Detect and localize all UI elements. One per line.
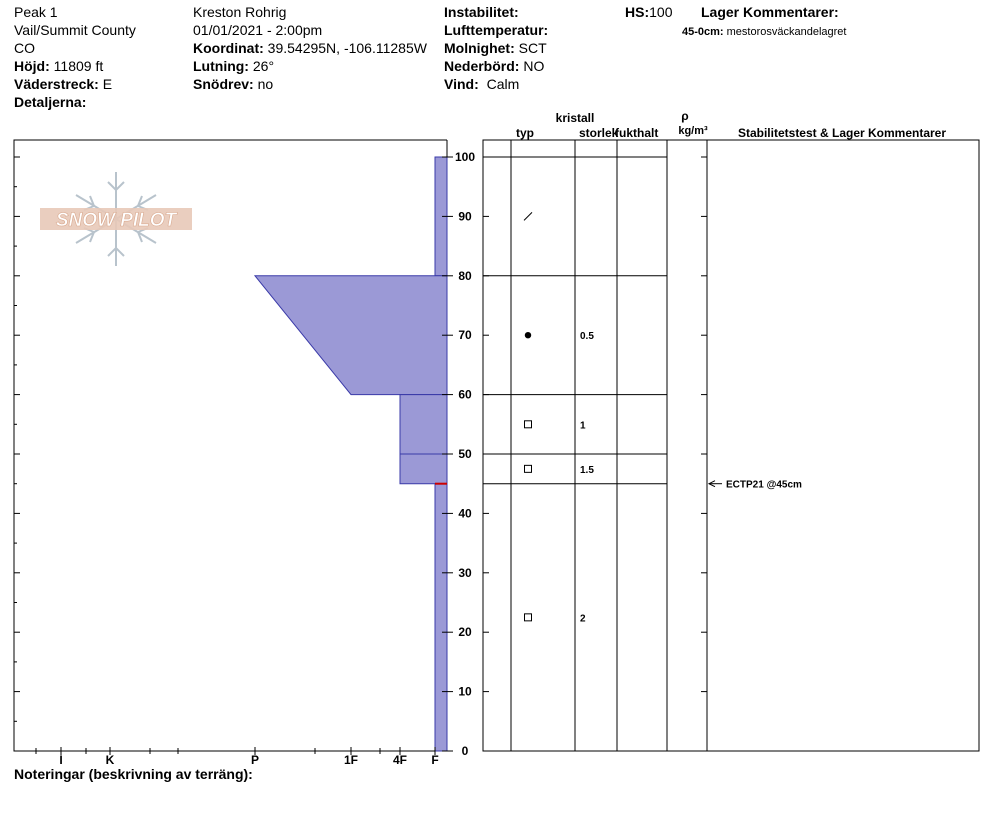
depth-tick-label: 0 — [461, 744, 469, 758]
layer-comments-label: Lager Kommentarer: — [701, 4, 839, 20]
col-size: storlek — [579, 126, 619, 140]
terrain-notes-label: Noteringar (beskrivning av terräng): — [14, 766, 253, 782]
hs-value: 100 — [649, 4, 673, 20]
hardness-tick-label: 1F — [343, 753, 359, 767]
col-density-unit: kg/m³ — [678, 125, 708, 137]
col-crystal: kristall — [555, 111, 595, 125]
snowpilot-logo — [40, 172, 192, 266]
depth-tick-label: 30 — [458, 565, 472, 580]
crystal-size-label: 2 — [580, 613, 586, 625]
observer-name: Kreston Rohrig — [193, 4, 287, 20]
depth-tick-label: 100 — [454, 150, 476, 164]
depth-tick-label: 80 — [458, 268, 472, 283]
wind-label: Vind: — [444, 76, 479, 92]
slope-label: Lutning: — [193, 58, 249, 74]
coordinates-value: 39.54295N, -106.11285W — [267, 40, 427, 56]
stability-test-label: ECTP21 @45cm — [726, 479, 802, 491]
layer-comment-depth: 45-0cm: — [682, 26, 724, 38]
details-label: Detaljerna: — [14, 94, 87, 110]
crystal-size-label: 1 — [580, 420, 586, 432]
region-name: Vail/Summit County — [14, 22, 136, 38]
faceted-crystal-icon — [525, 465, 532, 472]
state-name: CO — [14, 40, 35, 56]
depth-tick-label: 60 — [458, 387, 472, 402]
hardness-tick-label: P — [250, 753, 260, 767]
depth-tick-label: 90 — [458, 209, 472, 224]
air-temp-label: Lufttemperatur: — [444, 22, 549, 38]
precip-value: NO — [523, 58, 545, 74]
col-rho: ρ — [681, 109, 689, 123]
depth-tick-label: 40 — [458, 506, 472, 521]
hs-label: HS: — [625, 4, 650, 20]
location-name: Peak 1 — [14, 4, 58, 20]
col-moisture: fukthalt — [615, 126, 659, 140]
precip-label: Nederbörd: — [444, 58, 520, 74]
hardness-tick-label: I — [59, 753, 63, 767]
hardness-layer — [400, 395, 447, 484]
instability-label: Instabilitet: — [444, 4, 519, 20]
hardness-tick-label: F — [431, 753, 439, 767]
layer-table-frame — [483, 140, 979, 751]
graupel-icon — [525, 332, 531, 338]
layer-comment-text: mestorosväckandelagret — [726, 26, 847, 38]
depth-tick-label: 10 — [458, 684, 472, 699]
crystal-size-label: 0.5 — [580, 331, 594, 343]
faceted-crystal-icon — [525, 421, 532, 428]
slope-value: 26° — [252, 58, 275, 74]
hardness-tick-label: 4F — [392, 753, 408, 767]
wind-value: Calm — [486, 76, 520, 92]
hardness-tick-label: K — [105, 753, 115, 767]
sky-value: SCT — [518, 40, 547, 56]
elevation-value: 11809 ft — [53, 58, 104, 74]
logo-text: SNOW PILOT — [55, 210, 177, 231]
hardness-layer — [255, 276, 447, 395]
depth-tick-label: 70 — [458, 328, 472, 343]
observation-datetime: 01/01/2021 - 2:00pm — [193, 22, 323, 38]
elevation-label: Höjd: — [14, 58, 50, 74]
hardness-frame — [14, 140, 447, 751]
hardness-layer — [435, 484, 447, 751]
depth-tick-label: 50 — [458, 447, 472, 461]
col-type: typ — [516, 126, 534, 140]
sky-label: Molnighet: — [444, 40, 515, 56]
drift-label: Snödrev: — [193, 76, 254, 92]
decomposing-crystal-icon — [524, 212, 532, 220]
col-stability: Stabilitetstest & Lager Kommentarer — [737, 126, 947, 140]
crystal-size-label: 1.5 — [580, 464, 594, 476]
aspect-label: Väderstreck: — [14, 76, 99, 92]
drift-value: no — [257, 76, 274, 92]
depth-tick-label: 20 — [458, 625, 472, 640]
aspect-value: E — [102, 76, 113, 92]
faceted-crystal-icon — [525, 614, 532, 621]
coordinates-label: Koordinat: — [193, 40, 264, 56]
